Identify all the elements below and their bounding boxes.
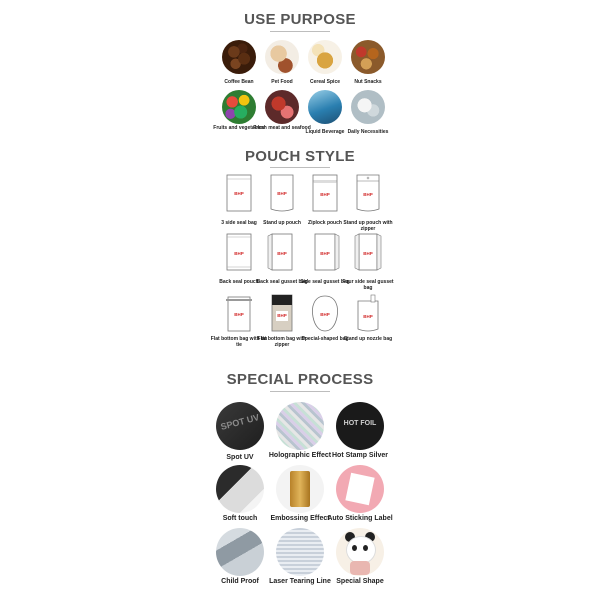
coffee-bean-photo [222,40,256,74]
special-process-title: SPECIAL PROCESS [226,371,374,388]
title-divider [270,31,330,32]
process-label: Laser Tearing Line [269,578,331,585]
holographic-sample [276,402,324,450]
use-label: Pet Food [271,79,293,85]
laser-tearing-sample [276,528,324,576]
pet-food-photo [265,40,299,74]
stand-up-pouch-icon [265,173,299,215]
hot-stamp-sample [336,402,384,450]
pouch-label: Stand up pouch [263,220,301,226]
pouch-label: Stand up nozzle bag [343,336,393,342]
svg-text:BHP: BHP [277,251,287,256]
title-divider [270,167,330,168]
use-label: Liquid Beverage [305,129,345,135]
fruits-vegetables-photo [222,90,256,124]
sticking-label-sample [336,465,384,513]
daily-necessities-photo [351,90,385,124]
svg-text:BHP: BHP [277,191,287,196]
svg-text:BHP: BHP [234,191,244,196]
pouch-label: Special-shaped bag [301,336,349,342]
svg-text:BHP: BHP [234,251,244,256]
pouch-label: Four side seal gusset bag [342,279,394,291]
pouch-label: 3 side seal bag [221,220,257,226]
pouch-label: Flat bottom bag with zipper [257,336,307,348]
svg-text:BHP: BHP [363,192,373,197]
process-label: Soft touch [222,515,258,522]
title-divider [270,391,330,392]
process-label: Embossing Effect [270,515,330,522]
liquid-beverage-photo [308,90,342,124]
back-seal-pouch-icon [222,232,256,274]
side-seal-gusset-bag-icon [308,232,342,274]
stand-up-zipper-pouch-icon [351,173,385,215]
ziplock-pouch-icon [308,173,342,215]
soft-touch-sample [216,465,264,513]
four-side-seal-gusset-bag-icon [351,232,385,274]
spot-uv-sample-text: SPOT UV [219,412,261,432]
nut-snacks-photo [351,40,385,74]
meat-seafood-photo [265,90,299,124]
use-label: Fruits and vegetables [213,125,265,131]
spot-uv-sample [216,402,264,450]
three-side-seal-bag-icon [222,173,256,215]
embossing-sample [276,465,324,513]
use-purpose-title: USE PURPOSE [244,11,356,28]
special-shaped-bag-icon [308,293,342,335]
use-label: Daily Necessities [347,129,389,135]
pouch-label: Stand up pouch with zipper [343,220,393,232]
pouch-label: Back seal pouch [219,279,259,285]
svg-text:BHP: BHP [234,312,244,317]
svg-text:BHP: BHP [320,251,330,256]
svg-text:BHP: BHP [277,313,287,318]
process-label: Auto Sticking Label [327,515,393,522]
child-proof-sample [216,528,264,576]
back-seal-gusset-bag-icon [265,232,299,274]
use-label: Nut Snacks [354,79,382,85]
process-label: Child Proof [221,578,259,585]
process-label: Holographic Effect [268,452,332,459]
cereal-spice-photo [308,40,342,74]
panda-shape-sample [336,528,384,576]
use-label: Coffee Bean [224,79,254,85]
svg-text:BHP: BHP [320,312,330,317]
svg-text:BHP: BHP [363,314,373,319]
flat-bottom-tin-tie-bag-icon [222,293,256,335]
stand-up-nozzle-bag-icon [351,293,385,335]
pouch-label: Ziplock pouch [308,220,342,226]
hot-stamp-sample-text: HOT FOIL [343,420,377,427]
flat-bottom-zipper-bag-icon [265,293,299,335]
pouch-label: Flat bottom bag with tin tie [210,336,268,348]
use-label: Cereal Spice [309,79,341,85]
product-infographic [208,0,392,600]
process-label: Hot Stamp Silver [331,452,388,459]
pouch-style-title: POUCH STYLE [245,148,355,165]
svg-text:BHP: BHP [320,192,330,197]
pouch-label: Back seal gusset bag [256,279,308,285]
pouch-label: Side seal gusset bag [300,279,350,285]
process-label: Spot UV [226,454,254,461]
process-label: Special Shape [336,578,384,585]
use-label: Fresh meat and seafood [253,125,311,131]
svg-text:BHP: BHP [363,251,373,256]
